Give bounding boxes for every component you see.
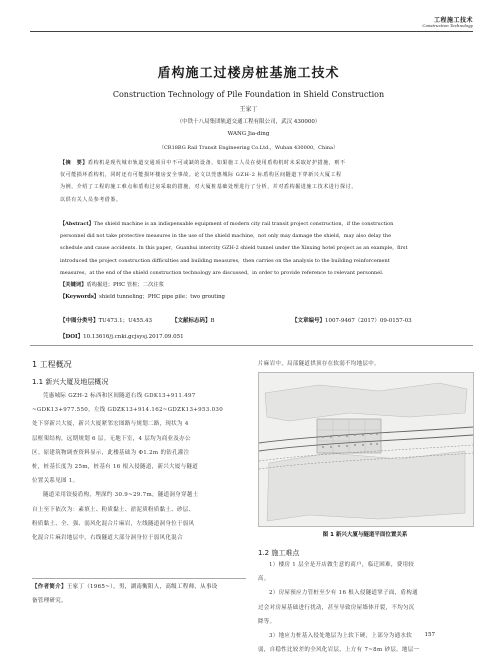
doi-line [60, 332, 184, 340]
abstract-cn-line: 以供有关人员参考借鉴。 [60, 196, 122, 203]
abstract-en-line: schedule and cause accidents. In this paper，Guanhui intercity GZH-2 shield tunnel under the Xinxing hotel project as an example，first [60, 245, 408, 252]
text-line: 隧道采用铰接盾构，埋深约 30.9~29.7m，隧道洞身穿越土 [43, 492, 199, 499]
footnote-rule [32, 578, 246, 579]
text-line: 桩，桩基长度为 25m，桩基有 16 根入侵隧道，新兴大厦与隧道 [32, 464, 199, 471]
abstract-cn-line: 仅可能损坏盾构机，同时还有可能损坏楼房安全事故。论文以莞惠城际 GZH-2 标盾构区间隧道下穿新兴大厦工程 [60, 172, 342, 179]
doi-label: 【DOI】 [60, 334, 84, 340]
text-line: 弱，自稳性比较差的全风化岩层，上方有 7~8m 砂层。地层一 [258, 647, 420, 654]
header-rule [30, 31, 473, 32]
journal-header-en: Construction Technology [422, 23, 473, 28]
article-title: 盾构施工过楼房桩基施工技术 [157, 66, 340, 81]
abstract-en [60, 218, 444, 303]
author-affiliation: （中铁十八局集团轨道交通工程有限公司，武汉 430000） [176, 119, 321, 125]
text-line: 区。原建筑物调查资料显示，此楼基础为 Φ1.2m 的钻孔灌注 [32, 449, 190, 456]
abstract-en-label: 【Abstract】 [60, 221, 94, 227]
keywords-en-text: shield tunneling；PHC pipe pile；two grouting [99, 294, 225, 301]
author-name: 王家丁 [239, 106, 258, 113]
text-line: 备管理研究。 [32, 598, 67, 605]
text-line: 1）楼房 1 层全是开店做生意的商户，临迁困难，费用较 [269, 562, 415, 568]
site-plan-figure [259, 373, 473, 526]
text-line: 处下穿新兴大厦，新兴大厦紧邻宏图路与规划二路，现状为 4 [32, 421, 189, 428]
section-1-1-paragraph-1 [32, 389, 248, 545]
section-rule [30, 345, 473, 346]
abstract-cn-label: 【摘 要】 [60, 160, 89, 166]
keywords-cn-label: 【关键词】 [60, 282, 87, 289]
section-1-heading: 1 工程概况 [32, 360, 72, 369]
text-line: 高。 [258, 576, 270, 583]
doi-value: 10.13616/j.cnki.gcjsysj.2017.09.051 [83, 334, 184, 340]
text-line: 3）地应力桩基入侵处地层为上软下硬，上部分为通水软 [269, 633, 413, 640]
text-line: 位置关系见图 1。 [32, 478, 79, 485]
doc-code-label: 【文献标志码】 [172, 318, 211, 324]
abstract-en-line: personnel did not take protective measures in the use of the shield machine，not only may damage the shield，may also delay the [60, 233, 392, 240]
keywords-en-label: 【Keywords】 [60, 294, 100, 301]
abstract-en-line: The shield machine is an indispensable equipment of modern city rail transit project construction，if the construction [93, 221, 394, 227]
text-line: 化混合片麻岩地层中，右线隧道大部分洞身位于弱风化混合 [32, 535, 183, 542]
text-line: 自上至下依次为：素填土、粉质黏土、淤泥质粉质黏土、砂层、 [32, 506, 195, 513]
text-line: 过会对房屋基础进行扰动，甚至导致房屋墙体开裂，不均匀沉 [258, 604, 415, 611]
section-1-2-heading: 1.2 施工难点 [258, 549, 300, 557]
keywords-en [60, 291, 444, 303]
text-line: 粉质黏土、全、强、弱风化混合片麻岩，左线隧道洞身位于弱风 [32, 520, 195, 527]
abstract-en-line: introduced the project construction difficulties and building measures，then carries on the analysis to the building reinforcement [60, 257, 390, 264]
clc-value: TU473.1；U455.43 [98, 318, 152, 324]
abstract-cn-line: 为例，介绍了工程的施工难点和盾构过房采取的措施，对大厦桩基础处理进行了分析，并对盾构掘进施工技术进行探讨， [60, 184, 357, 191]
keywords-cn [60, 279, 444, 291]
clc-label: 【中图分类号】 [60, 318, 99, 324]
abstract-cn [60, 157, 444, 206]
keywords-cn-text: 盾构掘进；PHC 管桩；二次注浆 [86, 282, 164, 289]
author-note [32, 580, 248, 608]
text-line: ~GDK13+977.550，左线 GDZK13+914.162~GDZK13+953.030 [32, 407, 223, 414]
section-1-2-list [258, 558, 472, 657]
figure-1 [258, 372, 474, 527]
journal-header-cn: 工程施工技术 [433, 17, 473, 24]
article-title-en: Construction Technology of Pile Foundation in Shield Construction [112, 90, 385, 99]
section-1-1-heading: 1.1 新兴大厦及地层概况 [32, 378, 109, 386]
text-line: 2）房屋预应力管桩至少有 16 根入侵隧道掌子面，盾构通 [269, 590, 418, 597]
abstract-en-line: measures，at the end of the shield construction technology are discussed，in order to provide reference to relevant personnel. [60, 269, 384, 276]
text-line: 层框架结构，远期规划 6 层。无地下室，4 层均为商业及办公 [32, 435, 191, 442]
page-number: 157 [424, 632, 435, 638]
abstract-cn-line: 盾构机是现代城市轨道交通项目中不可或缺的设备，如果施工人员在使用盾构机时未采取好护措施，则不 [88, 160, 346, 166]
right-intro-line: 片麻岩中，局部隧道拱顶存在软弱不均地层中。 [258, 361, 380, 367]
article-id-value: 1007-9467（2017）09-0157-03 [325, 318, 412, 324]
article-id-label: 【文章编号】 [292, 318, 326, 324]
author-affiliation-en: （CR18BG Rail Transit Engineering Co.Ltd.，Wuhan 430000，China） [158, 145, 338, 151]
text-line: 莞惠城际 GZH-2 标西和区间隧道右线 GDK13+911.497 [43, 393, 196, 399]
author-name-en: WANG Jia-ding [227, 131, 270, 137]
text-line: 王家丁（1965~），男，湖南衡阳人，高级工程师，从事设 [66, 584, 218, 590]
text-line: 降等。 [258, 618, 276, 625]
doc-code-value: B [210, 318, 215, 324]
author-note-label: 【作者简介】 [32, 584, 67, 590]
figure-1-caption: 图 1 新兴大厦与隧道平面位置关系 [322, 532, 408, 538]
